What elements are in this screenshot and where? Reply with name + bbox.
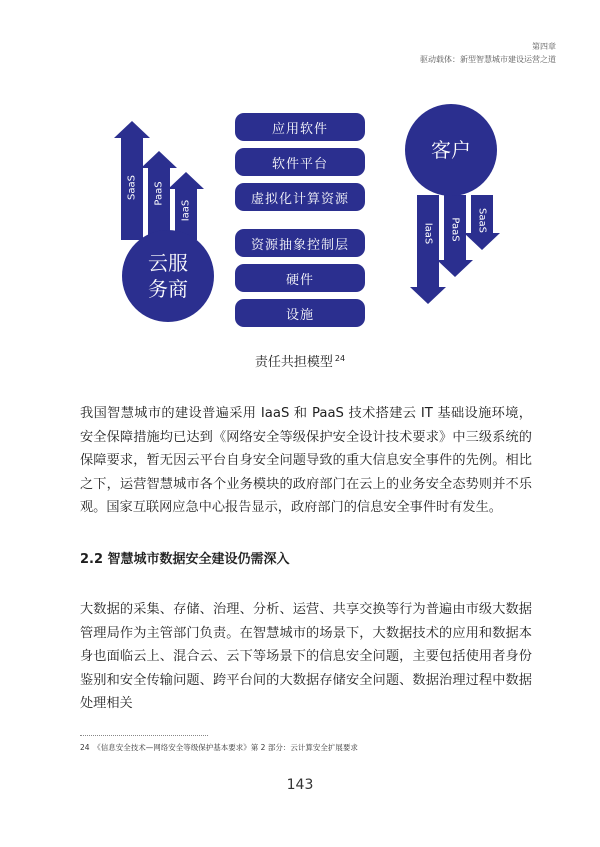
caption-text: 责任共担模型 xyxy=(254,355,333,370)
paragraph-1: 我国智慧城市的建设普遍采用 IaaS 和 PaaS 技术搭建云 IT 基础设施环境，安全保障措施均已达到《网络安全等级保护安全设计技术要求》中三级系统的保障要求，暂无因云平台自身安全问题导致的重大信息安全事件的先例。相比之下，运营智慧城市各个业务模块的政府部门在云上的业务安全态势则并不乐观。国家互联网应急中心报告显示，政府部门的信息安全事件时有发生。 xyxy=(80,406,532,515)
caption-footnote-ref: 24 xyxy=(334,354,346,363)
paas-up-label: PaaS xyxy=(153,181,165,206)
layer-hardware: 硬件 xyxy=(235,264,365,292)
iaas-up-label: IaaS xyxy=(180,199,192,222)
iaas-down-arrow xyxy=(410,195,446,304)
footnote-divider xyxy=(80,735,208,736)
paas-down-label: PaaS xyxy=(449,217,461,242)
layer-facility: 设施 xyxy=(235,299,365,327)
saas-down-label: SaaS xyxy=(476,208,488,233)
chapter-label: 第四章 xyxy=(532,42,556,51)
provider-label xyxy=(122,250,214,302)
provider-label-line2: 务商 xyxy=(148,277,188,301)
page-number: 143 xyxy=(286,777,314,793)
chapter-subtitle: 驱动载体：新型智慧城市建设运营之道 xyxy=(420,55,556,64)
section-heading: 2.2 智慧城市数据安全建设仍需深入 xyxy=(80,552,290,567)
paragraph-2: 大数据的采集、存储、治理、分析、运营、共享交换等行为普遍由市级大数据管理局作为主管部门负责。在智慧城市的场景下，大数据技术的应用和数据本身也面临云上、混合云、云下等场景下的信息安全问题，主要包括使用者身份鉴别和安全传输问题、跨平台间的大数据存储安全问题、数据治理过程中数据处理相关 xyxy=(80,602,532,711)
layer-application-software: 应用软件 xyxy=(235,113,365,141)
layer-software-platform: 软件平台 xyxy=(235,148,365,176)
footnote-24: 24 《信息安全技术—网络安全等级保护基本要求》第 2 部分：云计算安全扩展要求 xyxy=(80,743,358,752)
customer-label: 客户 xyxy=(431,138,471,162)
responsibility-model-diagram xyxy=(0,0,600,380)
provider-label-line1: 云服 xyxy=(148,251,188,275)
figure-caption xyxy=(0,351,600,370)
layer-virtual-computing: 虚拟化计算资源 xyxy=(235,183,365,211)
iaas-down-label: IaaS xyxy=(422,222,434,245)
layer-resource-abstraction: 资源抽象控制层 xyxy=(235,229,365,257)
saas-up-label: SaaS xyxy=(126,175,138,200)
